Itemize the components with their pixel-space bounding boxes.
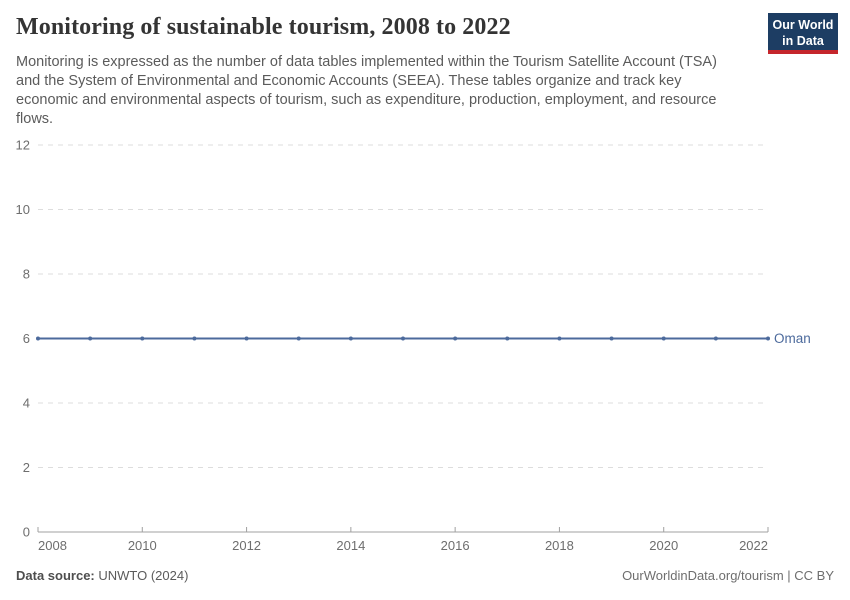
data-point-marker[interactable] — [297, 337, 301, 341]
x-tick-label: 2014 — [336, 538, 366, 553]
data-point-marker[interactable] — [88, 337, 92, 341]
x-tick-label: 2016 — [440, 538, 470, 553]
x-tick-label: 2022 — [739, 538, 768, 553]
data-point-marker[interactable] — [245, 337, 249, 341]
owid-logo — [768, 13, 838, 54]
credit-link[interactable]: OurWorldinData.org/tourism | CC BY — [622, 568, 834, 583]
data-point-marker[interactable] — [192, 337, 196, 341]
chart-footer — [16, 568, 834, 583]
data-point-marker[interactable] — [401, 337, 405, 341]
x-tick-label: 2020 — [649, 538, 679, 553]
chart-subtitle: Monitoring is expressed as the number of data tables implemented within the Tourism Satellite Account (TSA) and the System of Environmental and Economic Accounts (SEEA). These tables organize and track key economic and environmental aspects of tourism, such as expenditure, production, employment, and resource flows. — [16, 54, 717, 127]
y-tick-label: 4 — [22, 395, 30, 411]
series-end-label[interactable]: Oman — [774, 331, 811, 346]
data-point-marker[interactable] — [140, 337, 144, 341]
data-source — [16, 568, 188, 583]
y-tick-label: 6 — [22, 331, 30, 346]
owid-logo-line2: in Data — [782, 33, 824, 48]
data-point-marker[interactable] — [766, 337, 770, 341]
data-point-marker[interactable] — [453, 337, 457, 341]
data-source-value: UNWTO (2024) — [98, 568, 189, 583]
data-source-label: Data source: — [16, 568, 95, 583]
page-title: Monitoring of sustainable tourism, 2008 to 2022 — [16, 14, 511, 40]
data-point-marker[interactable] — [349, 337, 353, 341]
y-tick-label: 2 — [22, 460, 30, 475]
y-tick-label: 0 — [22, 524, 30, 540]
x-tick-label: 2018 — [544, 538, 574, 553]
data-point-marker[interactable] — [662, 337, 666, 341]
x-tick-label: 2012 — [232, 538, 262, 553]
x-tick-label: 2010 — [127, 538, 157, 553]
data-point-marker[interactable] — [36, 337, 40, 341]
y-tick-label: 8 — [22, 266, 30, 282]
data-point-marker[interactable] — [557, 337, 561, 341]
line-chart — [0, 130, 850, 560]
data-point-marker[interactable] — [610, 337, 614, 341]
y-tick-label: 12 — [15, 137, 30, 153]
owid-logo-line1: Our World — [772, 18, 834, 32]
data-point-marker[interactable] — [714, 337, 718, 341]
y-tick-label: 10 — [15, 202, 30, 217]
x-tick-label: 2008 — [38, 538, 67, 553]
data-point-marker[interactable] — [505, 337, 509, 341]
chart-canvas — [0, 130, 850, 560]
